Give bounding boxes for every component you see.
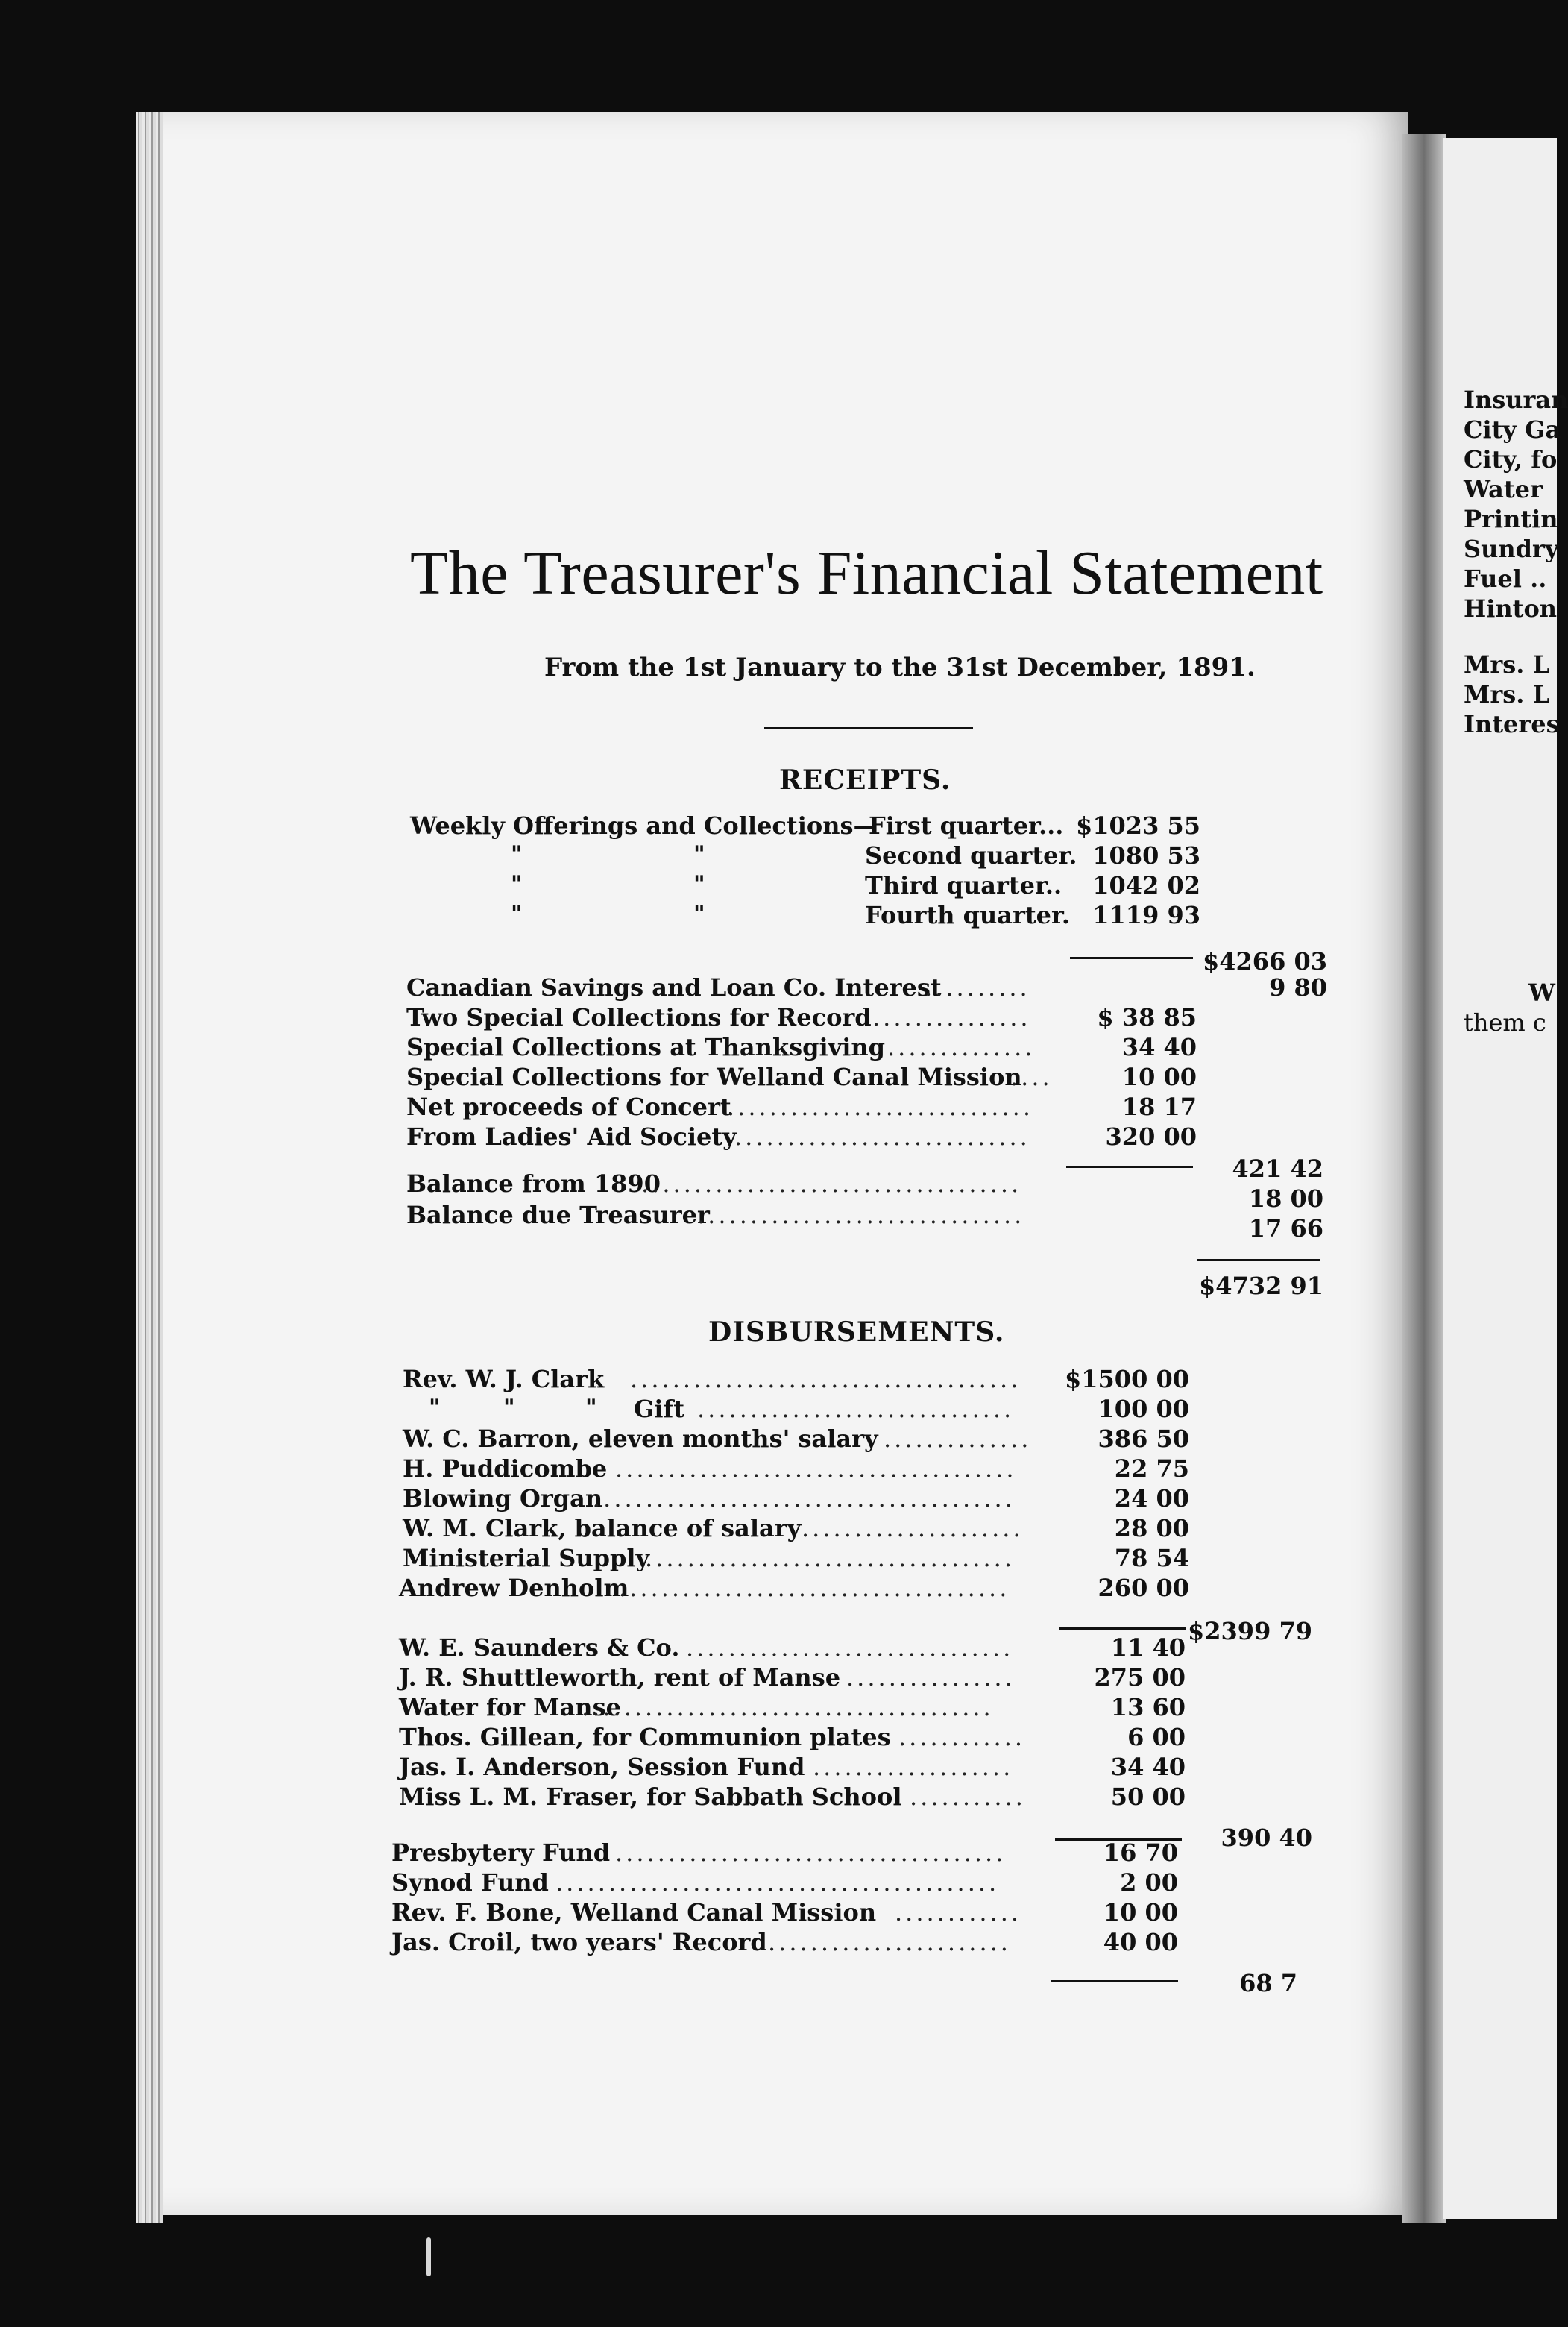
next-page-line: City Ga (1464, 415, 1561, 444)
special-amount: $ 38 85 (1097, 1003, 1197, 1031)
disbursement-row (0, 1838, 1557, 1868)
balance-due-label: Balance due Treasurer (406, 1201, 710, 1229)
dot-leader: ............ (898, 1723, 1026, 1751)
page-subtitle: From the 1st January to the 31st December, 1891. (544, 653, 1256, 682)
disbursement-row (0, 1693, 1557, 1723)
interest-amount: 9 80 (1269, 973, 1327, 1002)
disbursement-label: Gift (634, 1395, 685, 1423)
disbursement-amount: 22 75 (1114, 1454, 1189, 1483)
ditto-mark: " (511, 871, 523, 897)
disbursement-row (0, 1633, 1557, 1663)
disbursement-label: W. C. Barron, eleven months' salary (403, 1425, 878, 1453)
quarter-amount: 1042 02 (1092, 871, 1200, 899)
dot-leader: .............. (887, 1033, 1036, 1061)
ditto-mark: " (693, 901, 705, 927)
weekly-total-row (0, 947, 1557, 977)
disbursement-amount: 260 00 (1098, 1574, 1189, 1602)
disbursement-amount: 24 00 (1114, 1484, 1189, 1513)
receipt-row-special (0, 1122, 1557, 1152)
disbursement-label: Ministerial Supply (403, 1544, 650, 1572)
disbursement-amount: 275 00 (1094, 1663, 1186, 1692)
dot-leader: ............................... (697, 1201, 1025, 1229)
receipt-row-weekly-q2 (0, 841, 1557, 871)
dot-leader: ....................................... (582, 1693, 994, 1721)
disbursement-row (0, 1514, 1557, 1544)
next-page-line: Insuran (1464, 386, 1568, 414)
weekly-label: Weekly Offerings and Collections— (410, 811, 878, 840)
ditto-mark: " (511, 841, 523, 867)
disbursement-amount: 386 50 (1098, 1425, 1189, 1453)
disbursement-row (0, 1753, 1557, 1783)
next-page-line: W (1528, 979, 1555, 1007)
quarter-amount: $1023 55 (1076, 811, 1200, 840)
dot-leader: .............................. (697, 1395, 1015, 1423)
disbursement-row (0, 1868, 1557, 1898)
dot-leader: ..................................... (615, 1838, 1007, 1867)
disbursement-row (0, 1783, 1557, 1812)
disbursement-amount: 16 70 (1103, 1838, 1178, 1867)
ditto-mark: " (429, 1395, 441, 1421)
receipt-row-special (0, 1003, 1557, 1037)
dot-leader: ................................... (645, 1544, 1016, 1572)
dot-leader: ................ (846, 1663, 1016, 1692)
dot-leader: ....................... (768, 1928, 1011, 1956)
ditto-mark: " (503, 1395, 515, 1421)
interest-label: Canadian Savings and Loan Co. Interest (406, 973, 942, 1002)
disbursement-label: Water for Manse (399, 1693, 621, 1721)
disbursement-amount: 10 00 (1103, 1898, 1178, 1926)
title-divider (764, 727, 973, 729)
balance-due-amount-row (0, 1214, 1557, 1244)
special-amount: 18 17 (1121, 1093, 1197, 1121)
quarter-label: Fourth quarter. (865, 901, 1071, 929)
disbursement-amount: 50 00 (1110, 1783, 1186, 1811)
grand-total: $4732 91 (1199, 1272, 1323, 1300)
dot-leader: ............... (872, 1003, 1031, 1031)
quarter-label: Second quarter. (865, 841, 1077, 870)
disbursement-amount: 34 40 (1110, 1753, 1186, 1781)
next-page-line: Interes (1464, 710, 1560, 738)
special-amount: 10 00 (1121, 1063, 1197, 1091)
disbursement-label: Thos. Gillean, for Communion plates (399, 1723, 891, 1751)
receipt-row-special (0, 1063, 1557, 1093)
disbursement-row (0, 1484, 1557, 1514)
disbursement-row (0, 1544, 1557, 1574)
special-label: From Ladies' Aid Society (406, 1122, 737, 1151)
disbursement-label: Rev. W. J. Clark (403, 1365, 605, 1393)
dot-leader: ..................................... (630, 1365, 1021, 1393)
special-label: Special Collections for Welland Canal Mission (406, 1063, 1022, 1091)
disbursement-label: Rev. F. Bone, Welland Canal Mission (391, 1898, 877, 1926)
dot-leader: ........... (910, 1783, 1026, 1811)
disbursement-label: Blowing Organ (403, 1484, 603, 1513)
ditto-mark: " (511, 901, 523, 927)
disbursement-amount: 78 54 (1114, 1544, 1189, 1572)
total-rule (1197, 1259, 1320, 1261)
group3-total-row (0, 1969, 1557, 1999)
disbursement-label: Jas. Croil, two years' Record (391, 1928, 767, 1956)
special-label: Net proceeds of Concert (406, 1093, 731, 1121)
ditto-mark: " (585, 1395, 597, 1421)
dot-leader: .... (1010, 1063, 1053, 1091)
receipts-heading: RECEIPTS. (779, 764, 951, 796)
next-page-line: them c (1464, 1008, 1546, 1037)
quarter-label: Third quarter.. (865, 871, 1062, 899)
receipt-row-special (0, 1093, 1557, 1122)
disbursement-amount: 28 00 (1114, 1514, 1189, 1542)
dot-leader: ............................ (734, 1122, 1030, 1151)
next-page-line: Printin (1464, 505, 1558, 533)
scan-artifact (426, 2238, 431, 2276)
special-label: Special Collections at Thanksgiving (406, 1033, 886, 1061)
dot-leader: ...................................... (615, 1454, 1017, 1483)
next-page-line: Mrs. L (1464, 680, 1550, 709)
disbursement-label: Jas. I. Anderson, Session Fund (399, 1753, 805, 1781)
dot-leader: ............ (895, 1898, 1022, 1926)
disbursement-amount: 100 00 (1098, 1395, 1189, 1423)
dot-leader: .......................................... (555, 1868, 1000, 1897)
disbursement-label: Miss L. M. Fraser, for Sabbath School (399, 1783, 902, 1811)
disbursement-row (0, 1574, 1557, 1604)
disbursement-amount: 2 00 (1120, 1868, 1178, 1897)
disbursement-label: H. Puddicombe (403, 1454, 608, 1483)
disbursement-amount: 40 00 (1103, 1928, 1178, 1956)
receipt-row-interest (0, 973, 1557, 1007)
balance-due-amount: 17 66 (1248, 1214, 1323, 1243)
disbursement-label: Synod Fund (391, 1868, 549, 1897)
ditto-mark: " (693, 871, 705, 897)
next-page-line: Sundry (1464, 535, 1559, 563)
group1-total: $2399 79 (1188, 1617, 1312, 1645)
next-page-line: City, fo (1464, 445, 1558, 474)
next-page-line: Water (1464, 475, 1543, 503)
balance-1890-amount: 18 00 (1248, 1184, 1323, 1213)
dot-leader: .............. (884, 1425, 1032, 1453)
dot-leader: ..................................... (619, 1574, 1010, 1602)
balance-1890-label: Balance from 1890 (406, 1169, 661, 1198)
disbursement-label: J. R. Shuttleworth, rent of Manse (399, 1663, 841, 1692)
next-page-line: Fuel .. (1464, 565, 1547, 593)
ditto-mark: " (693, 841, 705, 867)
disbursement-row (0, 1663, 1557, 1693)
disbursement-row (0, 1454, 1557, 1484)
disbursements-heading: DISBURSEMENTS. (708, 1316, 1005, 1348)
receipt-row-weekly-q1 (0, 811, 1557, 841)
disbursement-amount: 6 00 (1127, 1723, 1186, 1751)
dot-leader: ............................. (727, 1093, 1033, 1121)
dot-leader: ........................................ (593, 1484, 1016, 1513)
disbursement-row (0, 1723, 1557, 1753)
group3-total: 68 7 (1239, 1969, 1297, 1997)
dot-leader: .................................... (641, 1169, 1022, 1198)
disbursement-label: Presbytery Fund (391, 1838, 611, 1867)
disbursement-row (0, 1425, 1557, 1454)
disbursement-row (0, 1365, 1557, 1395)
dot-leader: .......... (925, 973, 1030, 1002)
page-title: The Treasurer's Financial Statement (410, 538, 1323, 608)
dot-leader: ..................... (802, 1514, 1024, 1542)
dot-leader: ............................... (686, 1633, 1014, 1662)
special-label: Two Special Collections for Record (406, 1003, 872, 1031)
group2-total: 390 40 (1221, 1824, 1312, 1852)
specials-total: 421 42 (1232, 1155, 1323, 1183)
disbursement-row (0, 1928, 1557, 1958)
disbursement-label: W. E. Saunders & Co. (399, 1633, 680, 1662)
weekly-total: $4266 03 (1203, 947, 1327, 976)
disbursement-amount: 13 60 (1110, 1693, 1186, 1721)
next-page-line: Mrs. L (1464, 650, 1550, 679)
grand-total-row (0, 1272, 1557, 1301)
disbursement-label: W. M. Clark, balance of salary (403, 1514, 802, 1542)
disbursement-row (0, 1898, 1557, 1928)
special-amount: 34 40 (1121, 1033, 1197, 1061)
quarter-amount: 1119 93 (1092, 901, 1200, 929)
disbursement-label: Andrew Denholm (399, 1574, 629, 1602)
receipt-row-weekly-q3 (0, 871, 1557, 901)
quarter-label: First quarter... (869, 811, 1064, 840)
disbursement-row (0, 1395, 1557, 1425)
next-page-line: Hinton (1464, 594, 1558, 623)
special-amount: 320 00 (1105, 1122, 1197, 1151)
receipt-row-special (0, 1033, 1557, 1063)
disbursement-amount: $1500 00 (1065, 1365, 1189, 1393)
quarter-amount: 1080 53 (1092, 841, 1200, 870)
receipt-row-weekly-q4 (0, 901, 1557, 931)
disbursement-amount: 11 40 (1110, 1633, 1186, 1662)
dot-leader: ................... (813, 1753, 1014, 1781)
